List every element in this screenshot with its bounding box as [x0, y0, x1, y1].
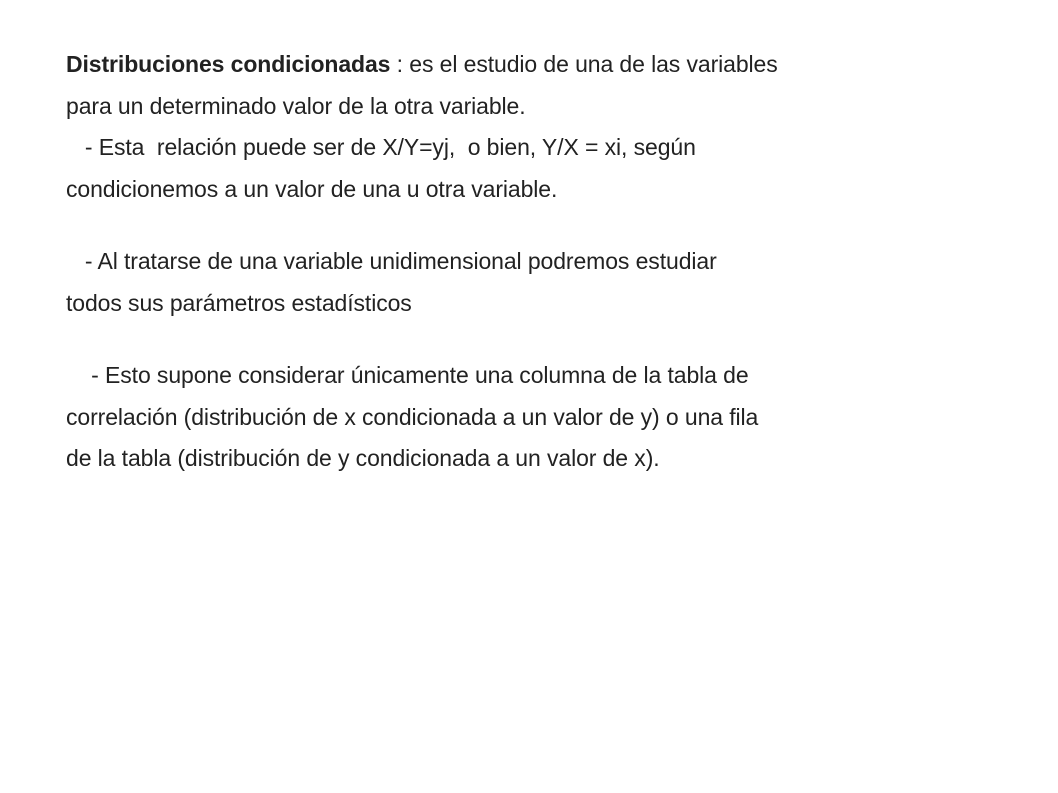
point-3-line-2: correlación (distribución de x condicionada a un valor de y) o una fila — [66, 403, 759, 430]
point-1-line-1: - Esta relación puede ser de X/Y=yj, o bien, Y/X = xi, según — [66, 134, 696, 160]
definition-line-2: para un determinado valor de la otra variable. — [66, 92, 526, 119]
paragraph-spacer — [66, 324, 1006, 355]
paragraph-spacer — [66, 210, 1006, 241]
point-1-line-2: condicionemos a un valor de una u otra variable. — [66, 175, 558, 202]
point-3-line-1: - Esto supone considerar únicamente una columna de la tabla de — [66, 362, 749, 388]
slide-text-body — [66, 44, 1006, 480]
point-2-line-2: todos sus parámetros estadísticos — [66, 289, 412, 316]
point-2-line-1: - Al tratarse de una variable unidimensional podremos estudiar — [66, 248, 717, 274]
definition-text: : es el estudio de una de las variables — [390, 51, 778, 77]
point-3-line-3: de la tabla (distribución de y condicionada a un valor de x). — [66, 445, 660, 471]
term-heading: Distribuciones condicionadas — [66, 51, 391, 77]
definition-line-1 — [66, 44, 1006, 86]
